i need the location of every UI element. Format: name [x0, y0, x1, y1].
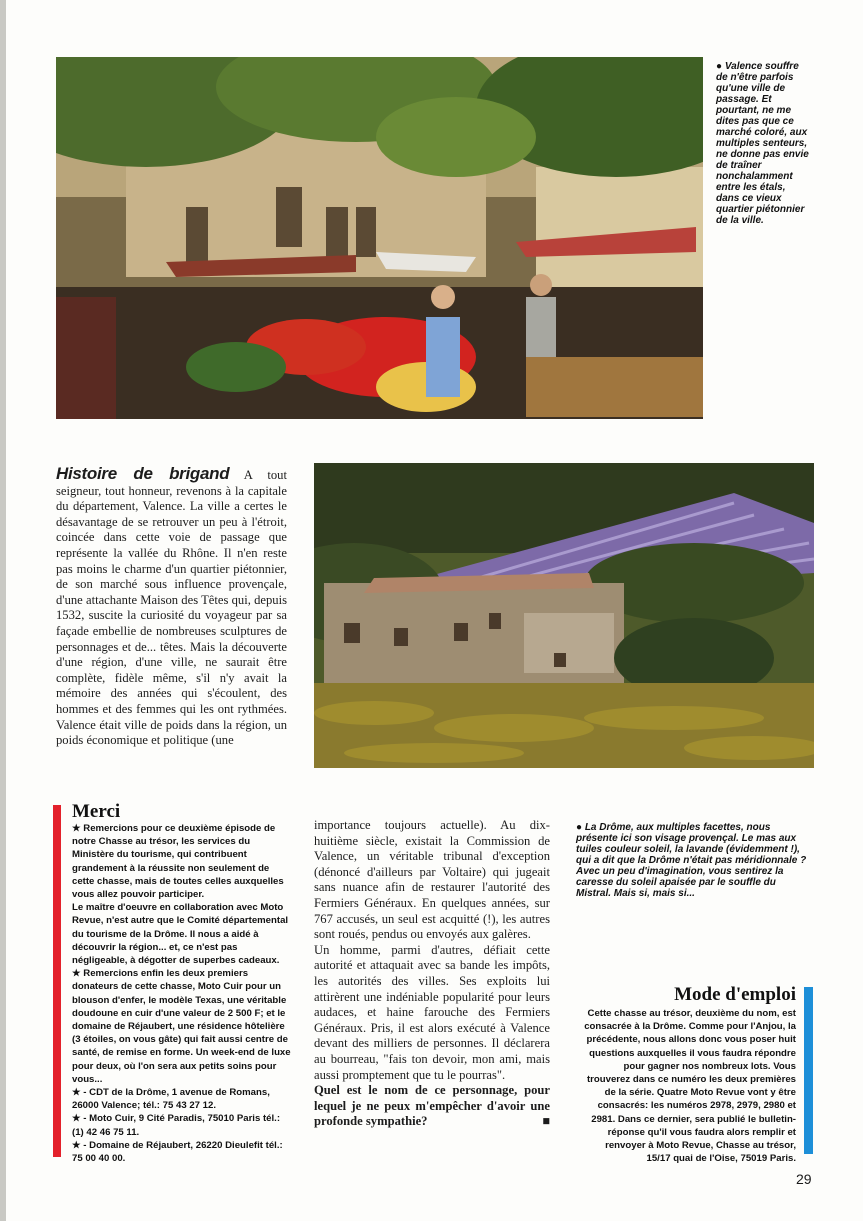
- merci-address: - Moto Cuir, 9 Cité Paradis, 75010 Paris tél.: (1) 42 46 75 11.: [72, 1113, 281, 1138]
- market-photo-caption: [716, 61, 811, 226]
- lavender-farm-photo: [314, 463, 814, 768]
- star-icon: ★: [72, 823, 81, 834]
- merci-paragraph: Remercions pour ce deuxième épisode de notre Chasse au trésor, les services du Ministère du tourisme, qui contribuent grandement à la réussite non seulement de cette chasse, mais de toutes celles auxquelles vous allez pouvoir participer.: [72, 823, 284, 901]
- merci-title: Merci: [72, 801, 121, 822]
- mode-emploi-text: Cette chasse au trésor, deuxième du nom, est consacrée à la Drôme. Comme pour l'Anjou, la précédente, nous allons donc vous poser huit questions auxquelles il vous faudra répondre pour gagner nos nombreux lots. Vous trouverez dans ce numéro les deux premières de la série. Quatre Moto Revue vont y être consacrés: les numéros 2978, 2979, 2980 et 2981. Dans ce dernier, sera publié le bulletin-réponse qu'il vous faudra alors remplir et renvoyer à Moto Revue, Chasse au trésor, 15/17 quai de l'Oise, 75019 Paris.: [584, 1008, 796, 1165]
- merci-address: - CDT de la Drôme, 1 avenue de Romans, 26000 Valence; tél.: 75 43 27 12.: [72, 1087, 270, 1112]
- bullet-icon: ●: [576, 822, 585, 833]
- page-number: 29: [796, 1171, 812, 1187]
- article-question: Quel est le nom de ce personnage, pour lequel je ne peux m'empêcher d'avoir une profonde sympathie?: [314, 1083, 550, 1129]
- mode-emploi-title: Mode d'emploi: [674, 984, 796, 1005]
- merci-paragraph: Le maître d'oeuvre en collaboration avec Moto Revue, n'est autre que le Comité départemental du tourisme de la Drôme. Il nous a aidé à découvrir la région... et, ce n'est pas négligeable, à dégotter de superbes cadeaux.: [72, 902, 289, 967]
- article-text: A tout seigneur, tout honneur, revenons à la capitale du département, Valence. La ville a certes le désavantage de se retrouver un peu à l'étroit, coincée dans cette voie de passage que représente la vallée du Rhône. Il n'en reste pas moins le charme d'un quartier piétonnier, de son marché sous influence provençale, d'une attachante Maison des Têtes qui, depuis 1532, suscite la curiosité du voyageur par sa façade embellie de nombreuses sculptures de personnages et de... têtes. Mais la découverte d'une région, d'une ville, ne saurait être complète, fidèle même, s'il n'y avait la mémoire des années qui s'écoulent, des hommes et des femmes qui les ont rythmées. Valence était ville de poids dans la région, un poids économique et politique (une: [56, 468, 287, 748]
- end-mark-icon: ■: [542, 1114, 550, 1129]
- lavender-photo-caption: [576, 822, 808, 899]
- mode-emploi-blue-bar: [804, 987, 813, 1154]
- merci-red-bar: [53, 805, 61, 1157]
- star-icon: ★: [72, 968, 81, 980]
- article-column-1: [56, 466, 287, 749]
- merci-paragraph: Remercions enfin les deux premiers donateurs de cette chasse, Moto Cuir pour un blouson d'enfer, le modèle Texas, une véritable doudoune en cuir d'une valeur de 2 500 F; et le domaine de Réjaubert, une résidence hôtelière (3 étoiles, on vous gâte) qui fait aussi centre de santé, de remise en forme. Un week-end de luxe pour deux, où l'on sera aux petits soins pour vous...: [72, 968, 291, 1085]
- article-text: Un homme, parmi d'autres, défiait cette autorité et attaquait avec sa bande les impôts, les autorités des villes. Ses exploits lui attirèrent une indéniable popularité pour leurs audaces, et haine farouche des Fermiers Généraux. Pris, il est alors exécuté à Valence devant des milliers de personnes. Il déclarera au bourreau, "fais ton devoir, mon ami, mais aussi promptement que tu le pourras".: [314, 942, 550, 1082]
- bullet-icon: ●: [716, 61, 725, 72]
- star-icon: ★: [72, 1113, 81, 1125]
- article-heading: Histoire de brigand: [56, 464, 230, 483]
- caption-text: Valence souffre de n'être parfois qu'une ville de passage. Et pourtant, ne me dites pas que ce marché coloré, aux multiples senteurs, ne donne pas envie de traîner nonchalamment entre les étals, dans ce vieux quartier piétonnier de la ville.: [716, 61, 809, 226]
- page-binding-edge: [0, 0, 6, 1221]
- mode-emploi-box: [584, 985, 796, 1165]
- article-text: importance toujours actuelle). Au dix-huitième siècle, existait la Commission de Valence, un véritable tribunal d'exception (dénoncé d'ailleurs par Voltaire) qui jugeait sans nuance afin de restaurer l'autorité des Fermiers Généraux. En quelques années, sur 767 accusés, un seul est acquitté (!), les autres sont roués, pendus ou envoyés aux galères.: [314, 818, 550, 942]
- article-column-2: [314, 818, 550, 1130]
- merci-box: [72, 802, 292, 1165]
- star-icon: ★: [72, 1139, 81, 1151]
- merci-address: - Domaine de Réjaubert, 26220 Dieulefit tél.: 75 00 40 00.: [72, 1139, 283, 1165]
- caption-text: La Drôme, aux multiples facettes, nous présente ici son visage provençal. Le mas aux tuiles couleur soleil, la lavande (évidemment !), qui a dit que la Drôme n'était pas méridionnale ? Avec un peu d'imagination, vous sentirez la caresse du soleil apaisée par le souffle du Mistral. Mais si, mais si...: [576, 822, 807, 899]
- market-photo: [56, 57, 703, 419]
- star-icon: ★: [72, 1087, 81, 1099]
